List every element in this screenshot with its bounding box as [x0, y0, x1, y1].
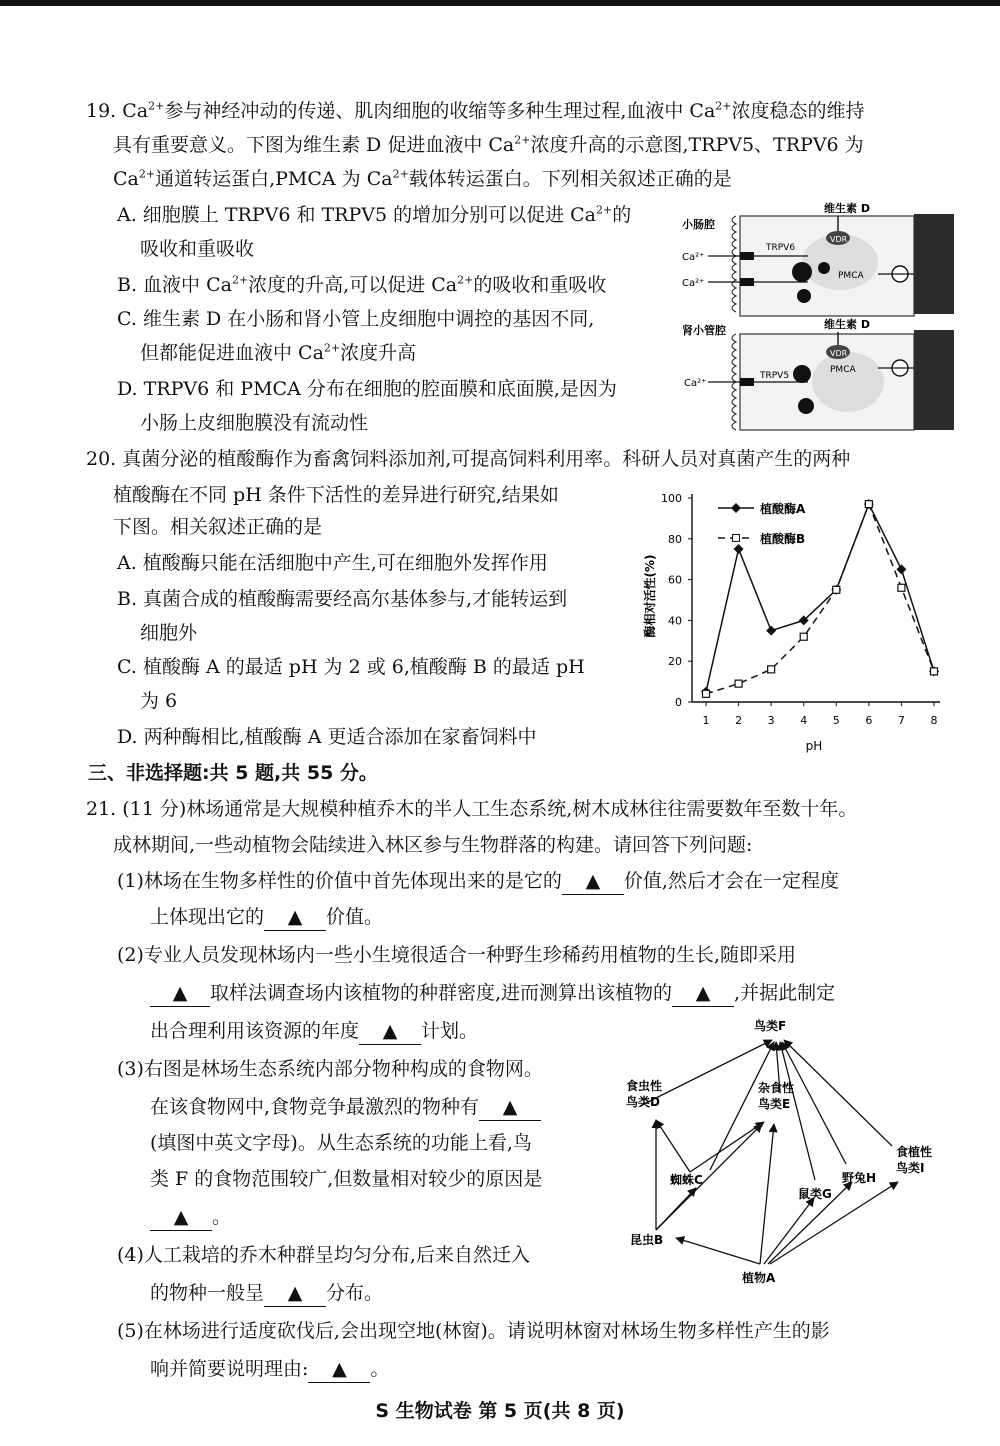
q21-part-3-line-5: ▲ 。 — [150, 1204, 231, 1231]
node-rodent-g: 鼠类G — [798, 1187, 832, 1201]
chart-legend-label-1: 植酸酶A — [760, 502, 806, 516]
chart-point-b — [865, 501, 872, 508]
q21-stem-line-2: 成林期间,一些动植物会陆续进入林区参与生物群落的构建。请回答下列问题: — [113, 834, 753, 856]
q21-stem-line-1: 21. (11 分)林场通常是大规模种植乔木的半人工生态系统,树木成林往往需要数年至数十年。 — [86, 798, 858, 820]
answer-blank[interactable]: ▲ — [150, 1204, 212, 1231]
chart-y-tick-label: 100 — [661, 492, 682, 505]
q19-option-c-line-2: 但都能促进血液中 $Ca^{2+}$浓度升高 — [140, 341, 417, 364]
q20-option-a: A. 植酸酶只能在活细胞中产生,可在细胞外发挥作用 — [117, 552, 548, 574]
ca-label-1: Ca²⁺ — [682, 252, 705, 263]
chart-series-line-1 — [706, 504, 934, 692]
chart-point-a — [734, 544, 744, 554]
q21-part-3-line-1: (3)右图是林场生态系统内部分物种构成的食物网。 — [117, 1058, 543, 1080]
q20-option-c-line-2: 为 6 — [140, 690, 178, 712]
q21-part-4-line-2: 的物种一般呈 ▲ 分布。 — [150, 1280, 383, 1307]
q21-part-5-line-1: (5)在林场进行适度砍伐后,会出现空地(林窗)。请说明林窗对林场生物多样性产生的影 — [117, 1320, 830, 1342]
q21-part-5-line-2: 响并简要说明理由: ▲ 。 — [150, 1356, 389, 1383]
answer-blank[interactable]: ▲ — [359, 1018, 421, 1045]
page-footer: S 生物试卷 第 5 页(共 8 页) — [375, 1400, 625, 1422]
q19-stem-line-1: 19. $Ca^{2+}$参与神经冲动的传递、肌肉细胞的收缩等多种生理过程,血液中 $Ca^{2+}$浓度稳态的维持 — [86, 99, 865, 122]
ca-label-3: Ca²⁺ — [684, 378, 707, 389]
pmca-label-bottom: PMCA — [830, 365, 856, 375]
q21-part-3-line-2: 在该食物网中,食物竞争最激烈的物种有 ▲ — [150, 1094, 541, 1121]
chart-point-b — [768, 666, 775, 673]
chart-x-tick-label: 5 — [832, 714, 840, 727]
chart-x-tick-label: 4 — [800, 714, 808, 727]
q21-part-2-line-2: ▲ 取样法调查场内该植物的种群密度,进而测算出该植物的 ▲ ,并据此制定 — [150, 980, 835, 1007]
chart-point-a — [766, 626, 776, 636]
chart-y-tick-label: 20 — [668, 655, 682, 669]
q19-option-c-line-1: C. 维生素 D 在小肠和肾小管上皮细胞中调控的基因不同, — [117, 308, 595, 330]
node-bird-f: 鸟类F — [754, 1019, 787, 1033]
chart-point-b — [800, 633, 807, 640]
chart-point-b — [735, 680, 742, 687]
ca-label-2: Ca²⁺ — [682, 278, 705, 289]
chart-x-tick-label: 2 — [735, 714, 743, 727]
chart-legend-marker-b — [733, 535, 740, 542]
q20-stem-line-3: 下图。相关叙述正确的是 — [113, 516, 323, 538]
answer-blank[interactable]: ▲ — [562, 868, 624, 895]
node-bird-i-line-2: 鸟类I — [896, 1161, 925, 1175]
q21-part-3-line-4: 类 F 的食物范围较广,但数量相对较少的原因是 — [150, 1168, 543, 1190]
chart-y-label: 酶相对活性(%) — [643, 554, 657, 638]
node-hare-h: 野兔H — [842, 1171, 877, 1185]
node-spider-c: 蜘蛛C — [670, 1173, 703, 1187]
chart-y-tick-label: 0 — [675, 696, 682, 709]
node-bird-i-line-1: 食植性 — [896, 1145, 933, 1159]
chart-x-tick-label: 3 — [767, 714, 775, 727]
q20-stem-line-1: 20. 真菌分泌的植酸酶作为畜禽饲料添加剂,可提高饲料利用率。科研人员对真菌产生的两种 — [86, 448, 851, 470]
chart-x-tick-label: 6 — [865, 714, 873, 727]
chart-point-b — [898, 584, 905, 591]
q21-part-1-line-1: (1)林场在生物多样性的价值中首先体现出来的是它的 ▲ 价值,然后才会在一定程度 — [117, 868, 839, 895]
chart-x-tick-label: 8 — [930, 714, 938, 727]
q19-option-d-line-1: D. TRPV6 和 PMCA 分布在细胞的腔面膜和底面膜,是因为 — [117, 378, 617, 400]
q20-option-c-line-1: C. 植酸酶 A 的最适 pH 为 2 或 6,植酸酶 B 的最适 pH — [117, 656, 585, 678]
q19-option-a-line-1: A. 细胞膜上 TRPV6 和 TRPV5 的增加分别可以促进 $Ca^{2+}$的 — [117, 203, 632, 226]
q20-stem-line-2: 植酸酶在不同 pH 条件下活性的差异进行研究,结果如 — [113, 484, 559, 506]
q19-option-a-line-2: 吸收和重吸收 — [140, 238, 255, 260]
node-bird-e-line-2: 鸟类E — [758, 1097, 791, 1111]
q20-option-b-line-1: B. 真菌合成的植酸酶需要经高尔基体参与,才能转运到 — [117, 588, 568, 610]
answer-blank[interactable]: ▲ — [308, 1356, 370, 1383]
enzyme-activity-chart — [630, 486, 960, 762]
node-bird-e-line-1: 杂食性 — [758, 1081, 795, 1095]
pmca-label-top: PMCA — [838, 271, 864, 281]
node-bird-d-line-2: 鸟类D — [626, 1095, 660, 1109]
q21-part-3-line-3: (填图中英文字母)。从生态系统的功能上看,鸟 — [150, 1132, 532, 1154]
q21-part-2-line-1: (2)专业人员发现林场内一些小生境很适合一种野生珍稀药用植物的生长,随即采用 — [117, 944, 796, 966]
chart-point-b — [703, 690, 710, 697]
chart-y-tick-label: 60 — [668, 573, 682, 587]
vitamin-d-diagram — [678, 196, 954, 434]
chart-point-b — [833, 586, 840, 593]
q20-option-d: D. 两种酶相比,植酸酶 A 更适合添加在家畜饲料中 — [117, 726, 537, 748]
top-border — [0, 0, 1000, 6]
section-3-heading: 三、非选择题:共 5 题,共 55 分。 — [88, 762, 378, 784]
node-bird-d-line-1: 食虫性 — [626, 1079, 663, 1093]
chart-point-b — [931, 668, 938, 675]
trpv6-label: TRPV6 — [766, 243, 796, 253]
node-insect-b: 昆虫B — [630, 1233, 664, 1247]
chart-series-line-2 — [706, 504, 934, 694]
q19-stem-line-3: $Ca^{2+}$通道转运蛋白,PMCA 为 $Ca^{2+}$载体转运蛋白。下列相关叙述正确的是 — [113, 167, 732, 190]
answer-blank[interactable]: ▲ — [264, 1280, 326, 1307]
q19-stem-line-2: 具有重要意义。下图为维生素 D 促进血液中 $Ca^{2+}$浓度升高的示意图,TRPV5、TRPV6 为 — [113, 133, 864, 156]
trpv5-label: TRPV5 — [760, 371, 790, 381]
q19-option-b: B. 血液中 $Ca^{2+}$浓度的升高,可以促进 $Ca^{2+}$的吸收和重吸收 — [117, 273, 607, 296]
chart-x-label: pH — [805, 739, 823, 753]
chart-legend-label-2: 植酸酶B — [760, 532, 806, 546]
answer-blank[interactable]: ▲ — [264, 904, 326, 931]
answer-blank[interactable]: ▲ — [479, 1094, 541, 1121]
chart-y-tick-label: 80 — [668, 532, 682, 546]
chart-legend-marker-a — [731, 503, 741, 513]
q21-part-4-line-1: (4)人工栽培的乔木种群呈均匀分布,后来自然迁入 — [117, 1244, 530, 1266]
q21-part-1-line-2: 上体现出它的 ▲ 价值。 — [150, 904, 383, 931]
answer-blank[interactable]: ▲ — [150, 980, 210, 1007]
q19-option-d-line-2: 小肠上皮细胞膜没有流动性 — [140, 412, 369, 434]
chart-x-tick-label: 7 — [897, 714, 905, 727]
intestine-lumen-label: 小肠腔 — [682, 218, 715, 231]
q21-part-2-line-3: 出合理利用该资源的年度 ▲ 计划。 — [150, 1018, 478, 1045]
food-web-diagram — [620, 1012, 950, 1290]
chart-y-tick-label: 40 — [668, 614, 682, 628]
vitamin-d-label-bottom: 维生素 D — [824, 318, 870, 331]
vdr-label-bottom: VDR — [830, 349, 848, 358]
chart-x-tick-label: 1 — [702, 714, 710, 727]
vdr-label-top: VDR — [830, 235, 848, 244]
q20-option-b-line-2: 细胞外 — [140, 622, 198, 644]
kidney-lumen-label: 肾小管腔 — [682, 324, 726, 337]
chart-point-a — [896, 564, 906, 574]
node-plant-a: 植物A — [742, 1271, 776, 1285]
answer-blank[interactable]: ▲ — [672, 980, 734, 1007]
vitamin-d-label-top: 维生素 D — [824, 202, 870, 215]
